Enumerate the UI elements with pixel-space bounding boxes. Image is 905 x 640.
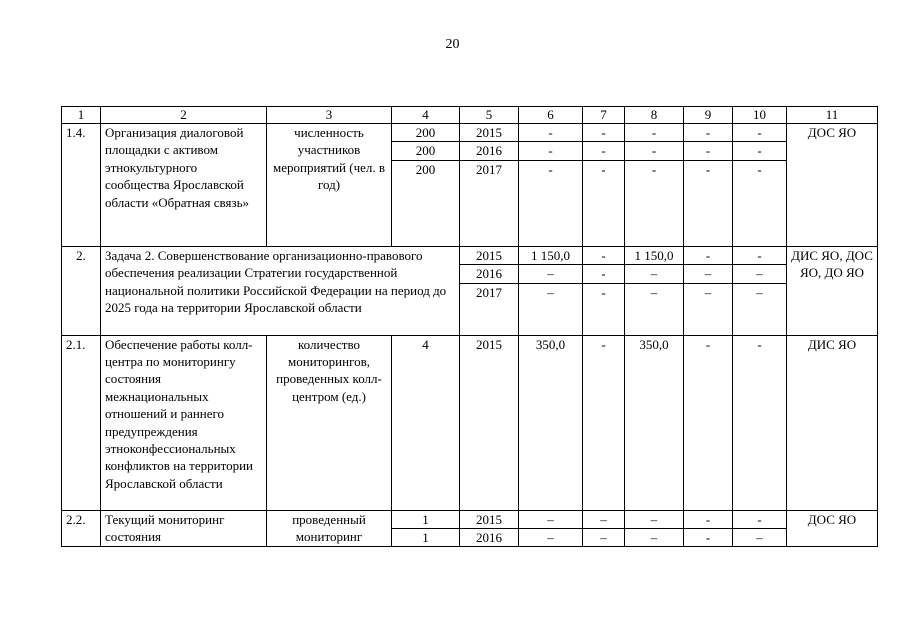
funding-col-6: –	[519, 265, 583, 283]
row-number: 2.	[62, 246, 101, 335]
header-cell-2: 2	[101, 107, 267, 124]
activity-name: Обеспечение работы колл-центра по мониторингу состояния межнациональных отношений и раннего предупреждения этноконфессиональных конфликтов на территории Ярославской области	[101, 335, 267, 510]
funding-col-6: -	[519, 160, 583, 246]
header-cell-7: 7	[583, 107, 625, 124]
header-cell-3: 3	[267, 107, 392, 124]
row-number: 1.4.	[62, 124, 101, 247]
funding-col-9: -	[684, 246, 733, 264]
table-row	[62, 510, 878, 528]
funding-col-10: -	[733, 124, 787, 142]
header-cell-10: 10	[733, 107, 787, 124]
funding-col-7: -	[583, 283, 625, 335]
funding-col-10: -	[733, 335, 787, 510]
indicator-value: 200	[392, 124, 460, 142]
funding-col-7: –	[583, 510, 625, 528]
header-cell-8: 8	[625, 107, 684, 124]
funding-col-8: 1 150,0	[625, 246, 684, 264]
indicator-value: 1	[392, 529, 460, 547]
executor: ДОС ЯО	[787, 510, 878, 547]
funding-col-10: –	[733, 283, 787, 335]
header-row	[62, 107, 878, 124]
funding-col-9: –	[684, 265, 733, 283]
indicator-name: количество мониторингов, проведенных колл-центром (ед.)	[267, 335, 392, 510]
task-name: Задача 2. Совершенствование организационно-правового обеспечения реализации Стратегии государственной национальной политики Российской Федерации на период до 2025 года на территории Ярославской области	[101, 246, 460, 335]
funding-col-10: -	[733, 510, 787, 528]
page-number: 20	[445, 37, 460, 52]
indicator-value: 1	[392, 510, 460, 528]
funding-col-8: 350,0	[625, 335, 684, 510]
activity-name: Текущий мониторинг состояния	[101, 510, 267, 547]
funding-col-7: -	[583, 142, 625, 160]
activity-name: Организация диалоговой площадки с активом этнокультурного сообщества Ярославской области «Обратная связь»	[101, 124, 267, 247]
table-row	[62, 335, 878, 510]
funding-col-7: -	[583, 160, 625, 246]
funding-col-6: -	[519, 142, 583, 160]
header-cell-9: 9	[684, 107, 733, 124]
funding-col-6: –	[519, 283, 583, 335]
funding-col-8: –	[625, 529, 684, 547]
table-row	[62, 246, 878, 264]
funding-col-6: 1 150,0	[519, 246, 583, 264]
year: 2016	[460, 265, 519, 283]
funding-col-10: -	[733, 142, 787, 160]
funding-col-7: -	[583, 246, 625, 264]
year: 2017	[460, 160, 519, 246]
row-number: 2.1.	[62, 335, 101, 510]
funding-col-6: –	[519, 529, 583, 547]
funding-col-9: –	[684, 283, 733, 335]
funding-col-10: –	[733, 529, 787, 547]
year: 2016	[460, 142, 519, 160]
funding-col-6: -	[519, 124, 583, 142]
funding-col-9: -	[684, 335, 733, 510]
funding-col-6: 350,0	[519, 335, 583, 510]
funding-col-9: -	[684, 124, 733, 142]
indicator-value: 200	[392, 142, 460, 160]
funding-col-9: -	[684, 160, 733, 246]
funding-col-8: -	[625, 142, 684, 160]
table-row	[62, 124, 878, 142]
funding-col-9: -	[684, 510, 733, 528]
funding-col-8: –	[625, 283, 684, 335]
funding-col-10: -	[733, 160, 787, 246]
indicator-value: 4	[392, 335, 460, 510]
funding-col-8: –	[625, 265, 684, 283]
row-number: 2.2.	[62, 510, 101, 547]
year: 2017	[460, 283, 519, 335]
funding-col-8: -	[625, 124, 684, 142]
funding-col-7: -	[583, 265, 625, 283]
header-cell-6: 6	[519, 107, 583, 124]
funding-col-9: -	[684, 142, 733, 160]
header-cell-5: 5	[460, 107, 519, 124]
indicator-name: численность участников мероприятий (чел. в год)	[267, 124, 392, 247]
year: 2015	[460, 510, 519, 528]
funding-col-10: -	[733, 246, 787, 264]
funding-col-7: -	[583, 124, 625, 142]
header-cell-4: 4	[392, 107, 460, 124]
funding-col-8: -	[625, 160, 684, 246]
program-table	[61, 106, 878, 547]
year: 2015	[460, 335, 519, 510]
funding-col-8: –	[625, 510, 684, 528]
executor: ДИС ЯО	[787, 335, 878, 510]
funding-col-7: –	[583, 529, 625, 547]
year: 2016	[460, 529, 519, 547]
executor: ДОС ЯО	[787, 124, 878, 247]
year: 2015	[460, 246, 519, 264]
header-cell-11: 11	[787, 107, 878, 124]
funding-col-10: –	[733, 265, 787, 283]
year: 2015	[460, 124, 519, 142]
funding-col-6: –	[519, 510, 583, 528]
indicator-name: проведенный мониторинг	[267, 510, 392, 547]
funding-col-9: -	[684, 529, 733, 547]
executor: ДИС ЯО, ДОС ЯО, ДО ЯО	[787, 246, 878, 335]
header-cell-1: 1	[62, 107, 101, 124]
indicator-value: 200	[392, 160, 460, 246]
funding-col-7: -	[583, 335, 625, 510]
